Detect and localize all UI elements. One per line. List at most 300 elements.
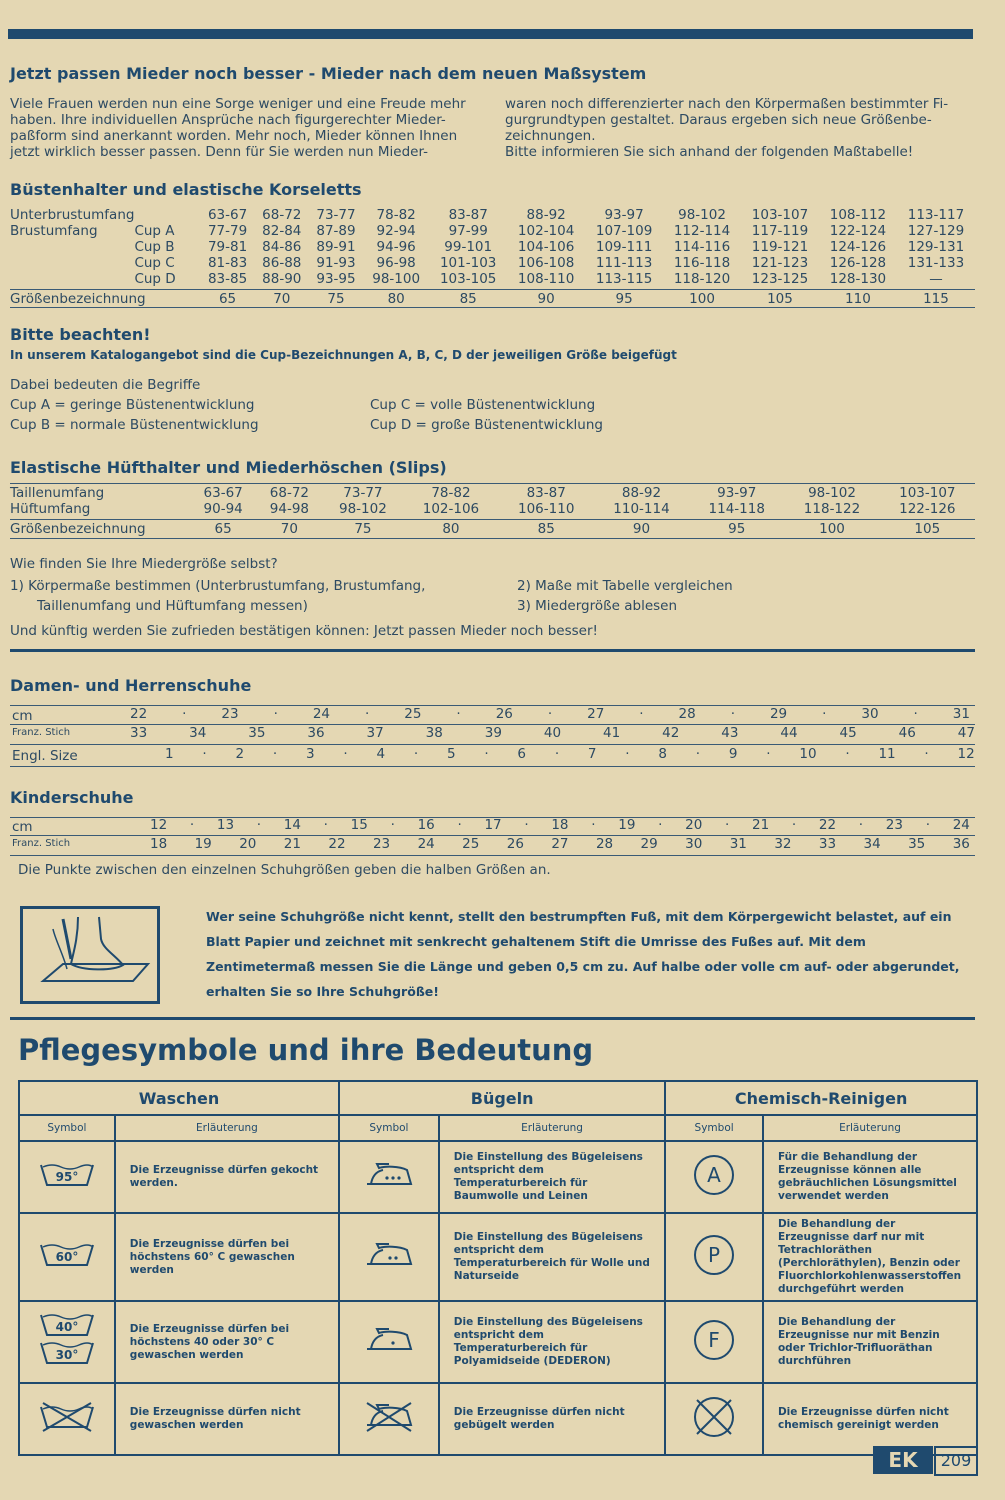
divider [10, 519, 975, 520]
washtub-double-icon [37, 1311, 97, 1369]
group-wash: Waschen [19, 1081, 339, 1115]
foot-instructions: Wer seine Schuhgröße nicht kennt, stellt den bestrumpften Fuß, mit dem Körpergewicht belastet, auf ein Blatt Papier und zeichnet mit senkrecht gehaltenem Stift die Umrisse des Fußes auf. Mit dem Zentimetermaß messen Sie die Länge und geben 0,5 cm zu. Auf halbe oder volle cm auf- oder abgerundet, erhalten Sie so Ihre Schuhgröße! [206, 909, 960, 999]
half-size-dot: · [845, 746, 850, 762]
table-cell: 73-77 [343, 485, 383, 501]
row-label: Franz. Stich [12, 727, 71, 738]
table-cell: 78-82 [376, 207, 416, 223]
half-size-dot: · [730, 706, 735, 722]
size-value: 35 [908, 836, 926, 852]
row-sublabel: Cup D [134, 271, 176, 287]
row-label [10, 255, 134, 271]
table-row [10, 271, 975, 287]
table-cell: 83-85 [207, 271, 248, 287]
size-value: 21 [283, 836, 301, 852]
half-size-dot: · [625, 746, 630, 762]
size-value: 22 [130, 706, 148, 722]
size-value: 26 [495, 706, 513, 722]
no-wash-icon [37, 1401, 97, 1433]
notice-cup-b: Cup B = normale Büstenentwicklung [10, 417, 259, 433]
row-label: Hüftumfang [10, 501, 91, 517]
notice-bold: In unserem Katalogangebot sind die Cup-Bezeichnungen A, B, C, D der jeweiligen Größe beigefügt [10, 348, 677, 362]
howto-step2: 2) Maße mit Tabelle vergleichen [517, 578, 733, 594]
intro-line: haben. Ihre individuellen Ansprüche nach figurgerechter Mieder- [10, 112, 446, 128]
table-cell: 82-84 [262, 223, 302, 239]
size-value: 45 [839, 725, 857, 741]
size-cell: 80 [387, 291, 405, 307]
half-size-dot: · [457, 817, 462, 833]
half-size-dot: · [913, 706, 918, 722]
size-value: 36 [952, 836, 970, 852]
no-dryclean-icon [691, 1394, 737, 1440]
size-value: 16 [417, 817, 435, 833]
size-value: 43 [721, 725, 739, 741]
row-label: Größenbezeichnung [10, 521, 146, 537]
table-cell: 83-87 [448, 207, 488, 223]
shoes-fr-row [10, 725, 975, 745]
half-size-dot: · [456, 706, 461, 722]
size-cell: 90 [632, 521, 651, 537]
dry-text: Die Erzeugnisse dürfen nicht chemisch gereinigt werden [763, 1383, 977, 1455]
divider [10, 289, 975, 290]
size-cell: 105 [914, 521, 941, 537]
iron-three-dots-icon [359, 1160, 419, 1190]
slips-title: Elastische Hüfthalter und Miederhöschen (Slips) [10, 458, 447, 477]
table-row [10, 485, 975, 501]
size-value: 24 [952, 817, 970, 833]
half-size-dot: · [554, 746, 560, 762]
intro-line: Bitte informieren Sie sich anhand der folgenden Maßtabelle! [505, 144, 914, 160]
size-value: 21 [752, 817, 770, 833]
half-size-dot: · [343, 746, 348, 762]
size-value: 4 [376, 746, 386, 762]
iron-symbol [339, 1213, 439, 1301]
table-cell: 78-82 [431, 485, 471, 501]
table-cell: 94-96 [376, 239, 416, 255]
half-size-dot: · [256, 817, 262, 833]
table-cell: 126-128 [829, 255, 887, 271]
care-symbol-table [18, 1080, 978, 1456]
size-value: 47 [957, 725, 975, 741]
size-value: 44 [780, 725, 798, 741]
table-cell: 98-102 [339, 501, 387, 517]
half-size-dot: · [925, 817, 930, 833]
half-size-dot: · [323, 817, 328, 833]
col-symbol: Symbol [339, 1115, 439, 1141]
intro-title: Jetzt passen Mieder noch besser - Mieder nach dem neuen Maßsystem [10, 64, 647, 83]
table-cell: 93-97 [717, 485, 757, 501]
size-value: 42 [662, 725, 680, 741]
size-value: 38 [425, 725, 443, 741]
size-cell: 95 [728, 521, 746, 537]
size-value: 12 [957, 746, 975, 762]
size-value: 41 [603, 725, 621, 741]
iron-two-dots-icon [359, 1240, 419, 1270]
size-value: 26 [506, 836, 524, 852]
notice-cup-a: Cup A = geringe Büstenentwicklung [10, 397, 255, 413]
table-cell: 111-113 [595, 255, 653, 271]
table-cell: 113-115 [595, 271, 653, 287]
size-value: 19 [194, 836, 212, 852]
table-row [10, 239, 975, 255]
size-value: 27 [587, 706, 605, 722]
table-cell: 118-122 [803, 501, 861, 517]
foot-outline-icon [23, 909, 157, 1001]
table-cell: 98-102 [808, 485, 856, 501]
group-dryclean: Chemisch-Reinigen [665, 1081, 977, 1115]
size-value: 33 [818, 836, 837, 852]
wash-symbol [19, 1301, 115, 1383]
half-size-dot: · [202, 746, 207, 762]
size-cell: 100 [689, 291, 715, 307]
table-cell: 88-92 [526, 207, 566, 223]
shoes-cm-row [10, 706, 975, 726]
shoes-en-values [165, 746, 975, 762]
size-value: 13 [216, 817, 235, 833]
table-cell: 81-83 [207, 255, 248, 271]
size-cell: 85 [459, 291, 477, 307]
half-size-dot: · [182, 706, 187, 722]
table-cell: 79-81 [207, 239, 248, 255]
size-value: 29 [769, 706, 788, 722]
table-cell: 96-98 [376, 255, 416, 271]
table-row [10, 207, 975, 223]
size-value: 7 [587, 746, 597, 762]
table-cell: 109-111 [595, 239, 653, 255]
table-cell: 91-93 [316, 255, 356, 271]
half-size-dot: · [695, 746, 701, 762]
section-divider [10, 649, 975, 652]
table-row [10, 223, 975, 239]
col-expl: Erläuterung [763, 1115, 977, 1141]
intro-line: zeichnungen. [505, 128, 596, 144]
wash-temp: 40° [55, 1320, 79, 1334]
section-divider [10, 1017, 975, 1020]
kids-note: Die Punkte zwischen den einzelnen Schuhgrößen geben die halben Größen an. [18, 862, 551, 878]
dryclean-a-icon [692, 1153, 736, 1197]
half-size-dot: · [273, 706, 278, 722]
size-value: 23 [221, 706, 239, 722]
table-row [10, 501, 975, 517]
size-value: 2 [235, 746, 245, 762]
kids-title: Kinderschuhe [10, 788, 134, 807]
dry-symbol [665, 1383, 763, 1455]
size-value: 33 [130, 725, 148, 741]
dry-text: Für die Behandlung der Erzeugnisse können alle gebräuchlichen Lösungsmittel verwendet werden [763, 1141, 977, 1213]
dryclean-f-icon [692, 1318, 736, 1362]
table-cell: 127-129 [907, 223, 965, 239]
dry-text: Die Behandlung der Erzeugnisse darf nur mit Tetrachloräthen (Perchloräthylen), Benzin oder Fluorchlorkohlenwasserstoffen durchgeführt werden [763, 1213, 977, 1301]
bra-size-table [10, 207, 975, 307]
size-value: 5 [446, 746, 456, 762]
table-cell: 63-67 [207, 207, 248, 223]
wash-text: Die Erzeugnisse dürfen bei höchstens 40 oder 30° C gewaschen werden [115, 1301, 339, 1383]
kids-cm-row [10, 817, 975, 837]
size-value: 28 [595, 836, 614, 852]
size-cell: 115 [923, 291, 949, 307]
table-cell: 90-94 [203, 501, 243, 517]
iron-text: Die Einstellung des Bügeleisens entspricht dem Temperaturbereich für Wolle und Naturseide [439, 1213, 665, 1301]
half-size-dot: · [924, 746, 929, 762]
wash-symbol [19, 1383, 115, 1455]
size-value: 25 [404, 706, 422, 722]
table-cell: 104-106 [517, 239, 575, 255]
size-value: 46 [898, 725, 916, 741]
half-size-dot: · [591, 817, 596, 833]
row-label: Größenbezeichnung [10, 291, 146, 307]
divider [10, 483, 975, 484]
size-cell: 110 [845, 291, 871, 307]
shoes-cm-values [130, 706, 970, 722]
half-size-dot: · [524, 817, 529, 833]
table-cell: 119-121 [751, 239, 809, 255]
size-value: 12 [150, 817, 168, 833]
size-value: 39 [484, 725, 502, 741]
row-sublabel [134, 207, 200, 223]
iron-text: Die Einstellung des Bügeleisens entspricht dem Temperaturbereich für Baumwolle und Leinen [439, 1141, 665, 1213]
table-cell: 118-120 [673, 271, 731, 287]
howto-question: Wie finden Sie Ihre Miedergröße selbst? [10, 556, 278, 572]
bra-title: Büstenhalter und elastische Korseletts [10, 180, 362, 199]
catalog-logo: EK [873, 1446, 933, 1474]
foot-measure-illustration [20, 906, 160, 1004]
iron-symbol [339, 1301, 439, 1383]
row-label: cm [12, 708, 33, 724]
size-cell: 80 [442, 521, 460, 537]
kids-fr-values [150, 836, 970, 852]
half-size-dot: · [189, 817, 195, 833]
size-value: 34 [189, 725, 207, 741]
top-bar [8, 29, 973, 39]
row-label: Brustumfang [10, 223, 98, 239]
dry-symbol [665, 1213, 763, 1301]
table-cell: 99-101 [444, 239, 493, 255]
half-size-dot: · [791, 817, 797, 833]
size-value: 23 [885, 817, 903, 833]
iron-symbol [339, 1383, 439, 1455]
table-cell: 98-102 [678, 207, 726, 223]
size-value: 36 [307, 725, 325, 741]
size-cell: 75 [354, 521, 372, 537]
table-cell: 92-94 [376, 223, 416, 239]
table-cell: 110-114 [613, 501, 670, 517]
table-cell: 129-131 [907, 239, 965, 255]
dry-symbol [665, 1141, 763, 1213]
size-value: 22 [818, 817, 837, 833]
size-value: 9 [728, 746, 738, 762]
half-size-dot: · [658, 817, 663, 833]
size-value: 30 [685, 836, 703, 852]
table-cell: 112-114 [673, 223, 731, 239]
size-value: 20 [685, 817, 703, 833]
size-value: 28 [678, 706, 696, 722]
table-cell: 108-110 [517, 271, 575, 287]
divider [10, 538, 975, 539]
wash-text: Die Erzeugnisse dürfen nicht gewaschen werden [115, 1383, 339, 1455]
table-cell: 107-109 [595, 223, 653, 239]
table-cell: 88-90 [262, 271, 302, 287]
wash-temp: 95° [55, 1170, 79, 1184]
table-cell: 73-77 [316, 207, 356, 223]
row-label: cm [12, 819, 33, 835]
table-cell: 128-130 [829, 271, 887, 287]
wash-temp-2: 30° [55, 1348, 79, 1362]
col-expl: Erläuterung [439, 1115, 665, 1141]
wash-text: Die Erzeugnisse dürfen gekocht werden. [115, 1141, 339, 1213]
table-cell: 88-92 [621, 485, 662, 501]
col-symbol: Symbol [19, 1115, 115, 1141]
size-value: 6 [517, 746, 527, 762]
table-cell: 121-123 [751, 255, 809, 271]
half-size-dot: · [390, 817, 395, 833]
size-value: 32 [774, 836, 792, 852]
table-cell: 122-124 [829, 223, 887, 239]
size-value: 10 [799, 746, 817, 762]
table-cell: 94-98 [269, 501, 310, 517]
table-cell: 103-105 [439, 271, 497, 287]
dry-letter: F [708, 1328, 720, 1352]
size-value: 31 [729, 836, 747, 852]
howto-step3: 3) Miedergröße ablesen [517, 598, 678, 614]
table-row [10, 255, 975, 271]
size-row [10, 517, 975, 537]
dry-letter: P [708, 1243, 721, 1267]
table-cell: 77-79 [207, 223, 248, 239]
shoes-en-row [10, 746, 975, 766]
wash-text: Die Erzeugnisse dürfen bei höchstens 60° C gewaschen werden [115, 1213, 339, 1301]
size-value: 3 [305, 746, 315, 762]
table-cell: 117-119 [751, 223, 809, 239]
table-cell: 106-108 [517, 255, 575, 271]
table-cell: 131-133 [907, 255, 965, 271]
iron-text: Die Erzeugnisse dürfen nicht gebügelt werden [439, 1383, 665, 1455]
size-cell: 65 [214, 521, 232, 537]
washtub-icon [37, 1239, 97, 1271]
table-cell: 68-72 [262, 207, 302, 223]
size-cell: 70 [273, 291, 291, 307]
table-cell: 102-106 [422, 501, 480, 517]
half-size-dot: · [822, 706, 827, 722]
table-cell: 83-87 [526, 485, 566, 501]
size-value: 31 [952, 706, 970, 722]
table-cell: 108-112 [829, 207, 887, 223]
row-sublabel: Cup A [134, 223, 175, 239]
half-size-dot: · [858, 817, 864, 833]
shoes-title: Damen- und Herrenschuhe [10, 676, 252, 695]
size-cell: 65 [218, 291, 237, 307]
size-value: 17 [484, 817, 502, 833]
page-number: 209 [934, 1446, 978, 1476]
half-size-dot: · [365, 706, 370, 722]
washtub-icon [37, 1159, 97, 1191]
table-cell: 84-86 [262, 239, 302, 255]
size-value: 25 [462, 836, 480, 852]
table-cell: 98-100 [372, 271, 421, 287]
table-cell: 124-126 [829, 239, 887, 255]
col-expl: Erläuterung [115, 1115, 339, 1141]
row-label: Unterbrustumfang [10, 207, 135, 223]
size-cell: 70 [280, 521, 298, 537]
wash-symbol [19, 1141, 115, 1213]
divider [10, 766, 975, 767]
size-value: 18 [551, 817, 569, 833]
size-value: 37 [366, 725, 384, 741]
size-cell: 90 [537, 291, 555, 307]
row-label [10, 271, 134, 287]
kids-cm-values [150, 817, 970, 833]
size-value: 1 [165, 746, 174, 762]
half-size-dot: · [639, 706, 644, 722]
notice-intro: Dabei bedeuten die Begriffe [10, 377, 201, 393]
size-cell: 105 [767, 291, 793, 307]
dry-text: Die Behandlung der Erzeugnisse nur mit Benzin oder Trichlor-Trifluoräthan durchführen [763, 1301, 977, 1383]
size-value: 11 [878, 746, 896, 762]
table-cell: 123-125 [751, 271, 809, 287]
table-cell: 93-97 [604, 207, 644, 223]
half-size-dot: · [413, 746, 419, 762]
row-label: Franz. Stich [12, 838, 71, 849]
size-value: 34 [863, 836, 881, 852]
table-cell: 122-126 [899, 501, 956, 517]
intro-line: paßform sind anerkannt worden. Mehr noch, Mieder können Ihnen [10, 128, 458, 144]
intro-line: waren noch differenzierter nach den Körpermaßen bestimmter Fi- [505, 96, 949, 112]
divider [10, 307, 975, 308]
dryclean-p-icon [692, 1233, 736, 1277]
size-value: 35 [248, 725, 266, 741]
row-label [10, 239, 134, 255]
table-cell: 103-107 [751, 207, 809, 223]
intro-line: jetzt wirklich besser passen. Denn für Sie werden nun Mieder- [10, 144, 429, 160]
half-size-dot: · [484, 746, 489, 762]
kids-fr-row [10, 836, 975, 856]
intro-col2 [505, 96, 975, 160]
howto-closing: Und künftig werden Sie zufrieden bestätigen können: Jetzt passen Mieder noch besser! [10, 623, 598, 639]
size-cell: 75 [327, 291, 345, 307]
size-value: 18 [150, 836, 168, 852]
table-cell: 114-116 [673, 239, 731, 255]
size-value: 8 [658, 746, 667, 762]
table-cell: 89-91 [316, 239, 356, 255]
table-cell: 114-118 [708, 501, 765, 517]
size-cell: 95 [615, 291, 633, 307]
table-cell: 106-110 [518, 501, 575, 517]
notice-title: Bitte beachten! [10, 325, 151, 344]
wash-symbol [19, 1213, 115, 1301]
size-value: 22 [328, 836, 346, 852]
table-cell: 103-107 [899, 485, 956, 501]
row-label: Taillenumfang [10, 485, 105, 501]
table-cell: 87-89 [316, 223, 356, 239]
table-cell: 116-118 [673, 255, 731, 271]
size-cell: 85 [537, 521, 555, 537]
col-symbol: Symbol [665, 1115, 763, 1141]
table-cell: — [929, 271, 943, 287]
size-value: 40 [543, 725, 562, 741]
half-size-dot: · [766, 746, 771, 762]
table-cell: 68-72 [269, 485, 310, 501]
dry-letter: A [707, 1163, 721, 1187]
size-row [10, 287, 975, 307]
half-size-dot: · [725, 817, 730, 833]
notice-cup-c: Cup C = volle Büstenentwicklung [370, 397, 596, 413]
size-value: 29 [640, 836, 658, 852]
half-size-dot: · [547, 706, 553, 722]
iron-text: Die Einstellung des Bügeleisens entspricht dem Temperaturbereich für Polyamidseide (DEDERON) [439, 1301, 665, 1383]
shoes-fr-values [130, 725, 975, 741]
table-cell: 101-103 [439, 255, 497, 271]
size-value: 23 [372, 836, 391, 852]
size-value: 30 [861, 706, 879, 722]
size-cell: 100 [819, 521, 845, 537]
